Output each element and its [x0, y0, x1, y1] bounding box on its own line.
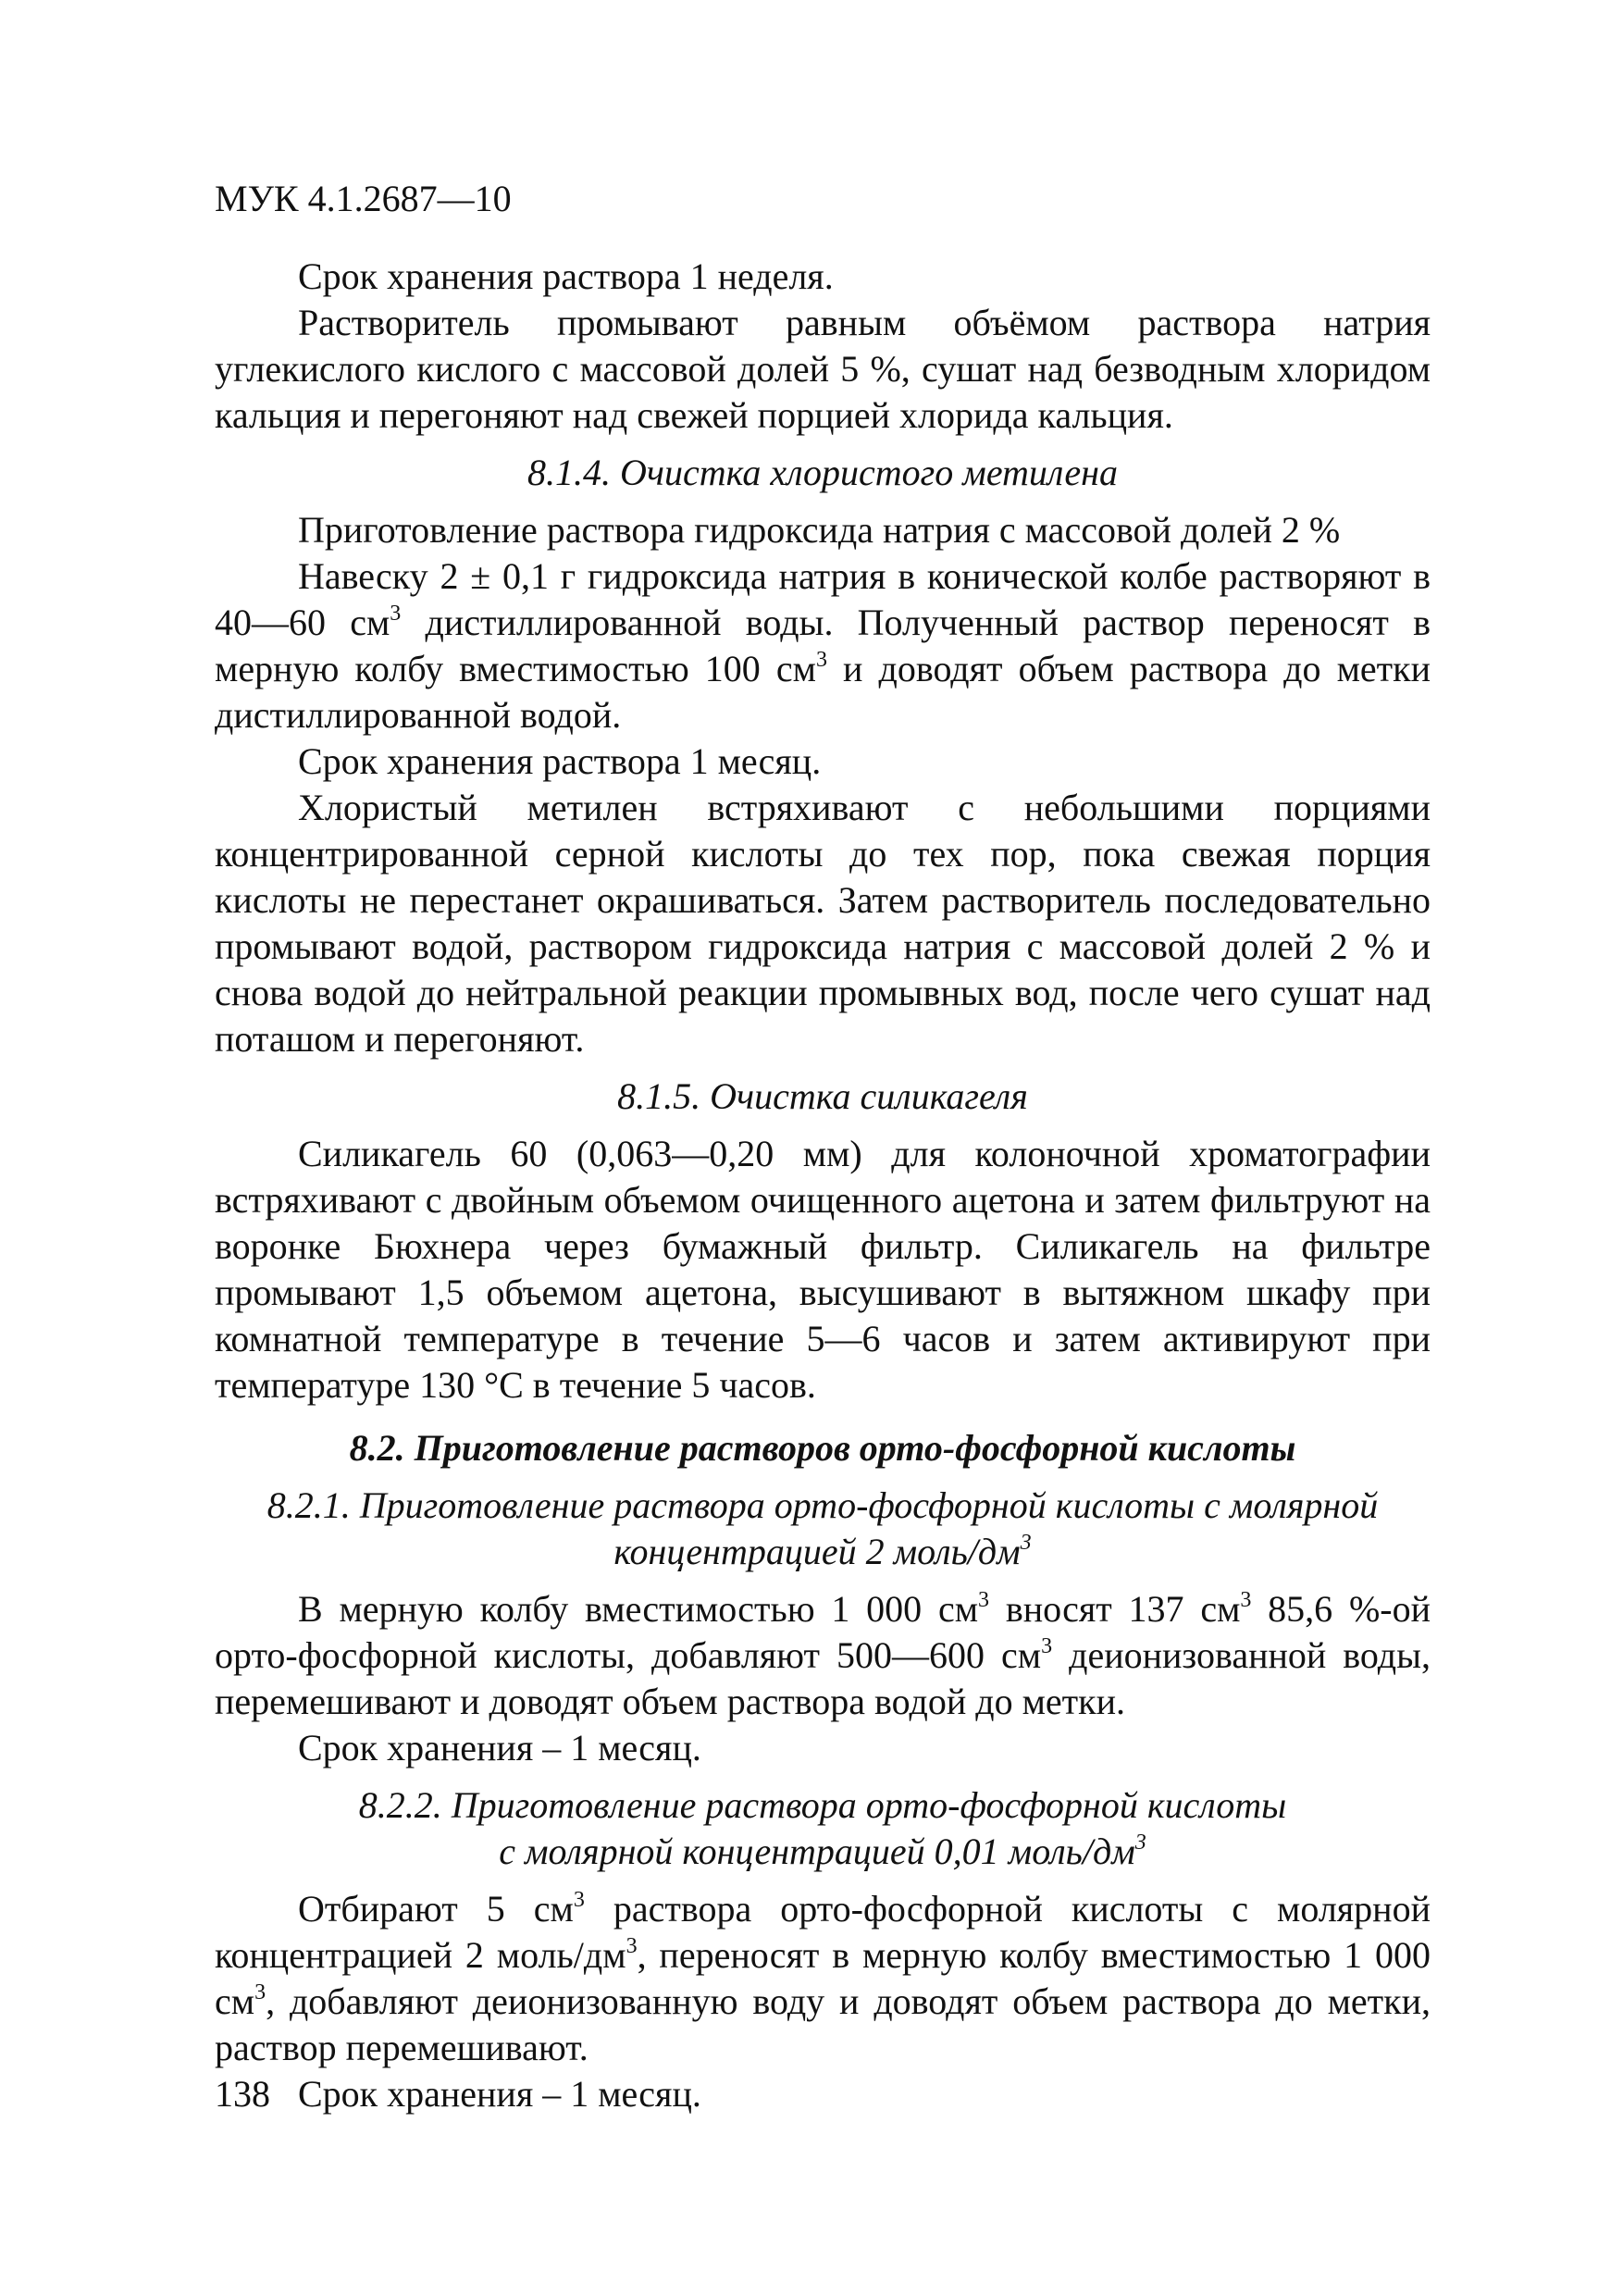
paragraph-solvent-wash: Растворитель промывают равным объёмом раствора натрия углекислого кислого с массовой долей 5 %, сушат над безводным хлоридом кальция и перегоняют над свежей порцией хлорида кальция. — [215, 302, 1431, 436]
document-header: МУК 4.1.2687—10 — [215, 178, 512, 219]
section-heading-8-1-4: 8.1.4. Очистка хлористого метилена — [527, 452, 1118, 493]
paragraph-storage-2m: Срок хранения – 1 месяц. — [298, 1727, 701, 1769]
paragraph-silica-gel: Силикагель 60 (0,063—0,20 мм) для колоночной хроматографии встряхивают с двойным объемом очищенного ацетона и затем фильтруют на воронке Бюхнера через бумажный фильтр. Силикагель на фильтре промывают 1,5 объемом ацетона, высушивают в вытяжном шкафу при комнатной температуре в течение 5—6 часов и затем активируют при температуре 130 °С в течение 5 часов. — [215, 1133, 1431, 1406]
section-heading-8-2: 8.2. Приготовление растворов орто-фосфорной кислоты — [349, 1427, 1296, 1469]
paragraph-naoh-prep-title: Приготовление раствора гидроксида натрия с массовой долей 2 % — [298, 509, 1341, 551]
document-page — [215, 176, 1431, 2117]
paragraph-storage-week: Срок хранения раствора 1 неделя. — [298, 255, 834, 297]
paragraph-storage-month: Срок хранения раствора 1 месяц. — [298, 740, 822, 782]
paragraph-phosphoric-2m: В мерную колбу вместимостью 1 000 $см^3$ вносят 137 $см^3$ 85,6 %-ой орто-фосфорной кислоты, добавляют 500—600 $см^3$ деионизованной воды, перемешивают и доводят объем раствора водой до метки. — [215, 1587, 1431, 1722]
paragraph-methylene-chloride: Хлористый метилен встряхивают с небольшими порциями концентрированной серной кислоты до тех пор, пока свежая порция кислоты не перестанет окрашиваться. Затем растворитель последовательно промывают водой, раствором гидроксида натрия с массовой долей 2 % и снова водой до нейтральной реакции промывных вод, после чего сушат над поташом и перегоняют. — [215, 787, 1431, 1060]
page-number: 138 — [215, 2073, 270, 2115]
section-heading-8-1-5: 8.1.5. Очистка силикагеля — [617, 1075, 1028, 1117]
paragraph-storage-001m: Срок хранения – 1 месяц. — [298, 2073, 701, 2115]
paragraph-phosphoric-001m: Отбирают 5 $см^3$ раствора орто-фосфорной кислоты с молярной концентрацией 2 моль/$дм^3$, переносят в мерную колбу вместимостью 1 000 $см^3$, добавляют деионизованную воду и доводят объем раствора до метки, раствор перемешивают. — [215, 1887, 1431, 2068]
paragraph-naoh-prep: Навеску 2 ± 0,1 г гидроксида натрия в конической колбе растворяют в 40—60 $см^3$ дистиллированной воды. Полученный раствор переносят в мерную колбу вместимостью 100 $см^3$ и доводят объем раствора до метки дистиллированной водой. — [215, 555, 1431, 736]
section-heading-8-2-2: 8.2.2. Приготовление раствора орто-фосфорной кислоты с молярной концентрацией 0,01 моль/$дм^3$ — [358, 1784, 1287, 1872]
section-heading-8-2-1: 8.2.1. Приготовление раствора орто-фосфорной кислоты с молярной концентрацией 2 моль/$дм^3$ — [266, 1484, 1379, 1572]
